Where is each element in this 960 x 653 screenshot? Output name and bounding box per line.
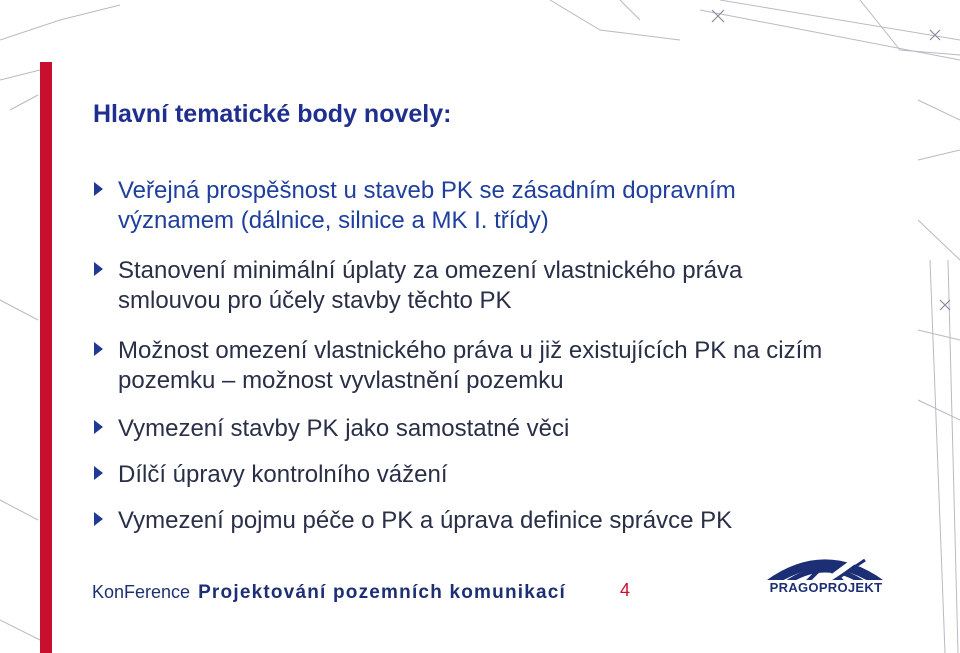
triangle-bullet-icon <box>94 512 103 526</box>
bullet-text: Vymezení stavby PK jako samostatné věci <box>118 415 570 442</box>
accent-bar <box>40 62 52 653</box>
bullet-text: významem (dálnice, silnice a MK I. třídy) <box>118 207 549 234</box>
conference-footer <box>92 582 566 604</box>
bullet-text: Možnost omezení vlastnického práva u již existujících PK na cizím <box>118 337 823 364</box>
logo-wordmark: PRAGOPROJEKT <box>764 580 888 596</box>
slide-title: Hlavní tematické body novely: <box>93 100 452 128</box>
triangle-bullet-icon <box>94 420 103 434</box>
bullet-text: pozemku – možnost vyvlastnění pozemku <box>118 367 564 394</box>
conference-label: KonFerence <box>92 582 191 602</box>
bullet-text: Vymezení pojmu péče o PK a úprava definice správce PK <box>118 507 733 534</box>
conference-name: Projektování pozemních komunikací <box>198 582 567 603</box>
page-number: 4 <box>620 580 631 600</box>
triangle-bullet-icon <box>94 262 103 276</box>
triangle-bullet-icon <box>94 342 103 356</box>
triangle-bullet-icon <box>94 466 103 480</box>
bullet-text: Stanovení minimální úplaty za omezení vlastnického práva <box>118 257 743 284</box>
bullet-text: Dílčí úpravy kontrolního vážení <box>118 461 448 488</box>
bullet-text: Veřejná prospěšnost u staveb PK se zásadním dopravním <box>118 177 736 204</box>
triangle-bullet-icon <box>94 182 103 196</box>
bullet-text: smlouvou pro účely stavby těchto PK <box>118 287 512 314</box>
